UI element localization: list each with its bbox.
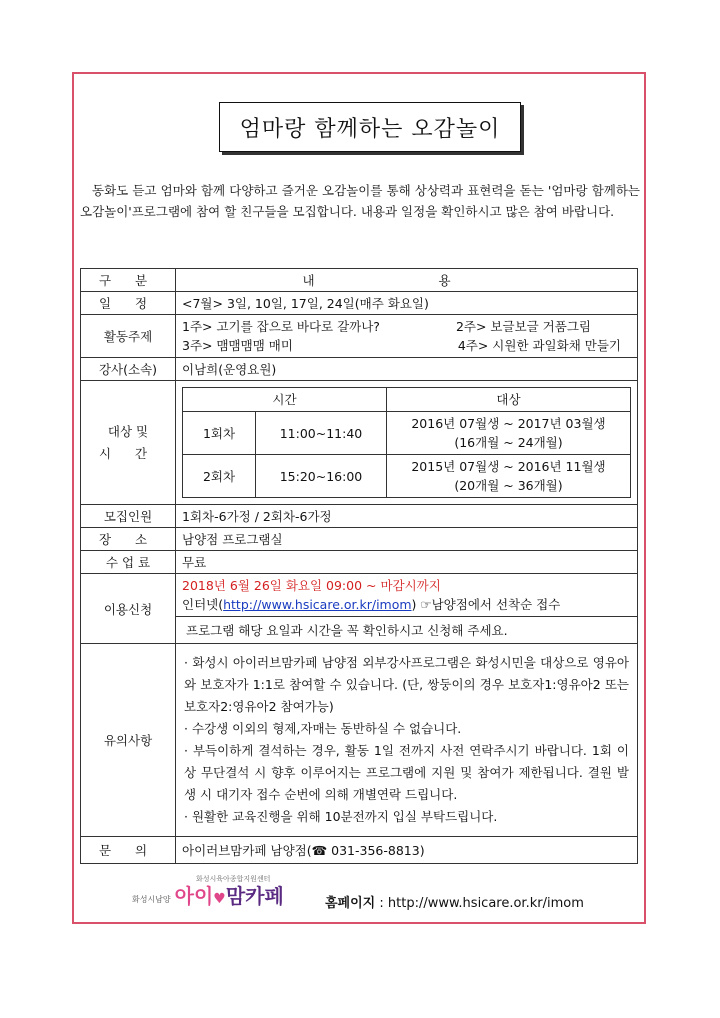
session-number: 1회차 xyxy=(183,412,256,455)
apply-url-link[interactable]: http://www.hsicare.or.kr/imom xyxy=(223,597,412,612)
instructor-label: 강사(소속) xyxy=(81,358,176,381)
capacity-row xyxy=(81,505,638,528)
session-target-months: (16개월 ~ 24개월) xyxy=(454,435,563,450)
homepage-label: 홈페이지 xyxy=(325,896,376,911)
target-label xyxy=(81,381,176,505)
topic-week-1: 1주> 고기를 잡으로 바다로 갈까나? xyxy=(182,319,380,334)
capacity-label: 모집인원 xyxy=(81,505,176,528)
apply-value xyxy=(176,574,638,617)
target-row xyxy=(81,381,638,505)
place-label: 장 소 xyxy=(81,528,176,551)
topic-week-3: 3주> 맴맴맴맴 매미 xyxy=(182,338,293,353)
program-info-table xyxy=(80,268,638,864)
session-row xyxy=(183,455,631,498)
note-item: · 부득이하게 결석하는 경우, 활동 1일 전까지 사전 연락주시기 바랍니다. 1회 이상 무단결석 시 향후 이루어지는 프로그램에 지원 및 참여가 제한됩니다. 결원 발생 시 대기자 접수 순번에 의해 개별연락 드립니다. xyxy=(184,743,629,802)
session-target-header: 대상 xyxy=(387,388,631,412)
logo-main-text xyxy=(175,886,284,909)
session-target xyxy=(387,455,631,498)
schedule-label: 일 정 xyxy=(81,292,176,315)
note-item: · 원활한 교육진행을 위해 10분전까지 입실 부탁드립니다. xyxy=(184,809,498,824)
apply-row xyxy=(81,574,638,617)
header-label: 구 분 xyxy=(81,269,176,292)
fee-value: 무료 xyxy=(176,551,638,574)
apply-method-prefix: 인터넷( xyxy=(182,597,224,612)
logo-part-a: 아이 xyxy=(174,884,214,908)
header-content: 내 용 xyxy=(176,269,638,292)
cafe-logo xyxy=(132,875,284,909)
note-item: · 수강생 이외의 형제,자매는 동반하실 수 없습니다. xyxy=(184,721,462,736)
topics-label: 활동주제 xyxy=(81,315,176,358)
session-target-range: 2015년 07월생 ~ 2016년 11월생 xyxy=(411,459,606,474)
heart-icon: ♥ xyxy=(213,891,226,907)
place-row xyxy=(81,528,638,551)
contact-value: 아이러브맘카페 남양점(☎ 031-356-8813) xyxy=(176,837,638,864)
apply-method xyxy=(182,595,631,614)
apply-label: 이용신청 xyxy=(81,574,176,644)
logo-part-b: 맘카페 xyxy=(225,884,284,908)
fee-row xyxy=(81,551,638,574)
instructor-value: 이남희(운영요원) xyxy=(176,358,638,381)
page-title: 엄마랑 함께하는 오감놀이 xyxy=(219,102,521,152)
notes-value xyxy=(176,644,638,837)
session-number: 2회차 xyxy=(183,455,256,498)
topics-value xyxy=(176,315,638,358)
session-target-range: 2016년 07월생 ~ 2017년 03월생 xyxy=(411,416,606,431)
notes-label: 유의사항 xyxy=(81,644,176,837)
logo-sub-text: 화성시남양 xyxy=(132,895,171,904)
topic-week-2: 2주> 보글보글 거품그림 xyxy=(455,319,591,334)
table-header-row xyxy=(81,269,638,292)
apply-deadline: 2018년 6월 26일 화요일 09:00 ~ 마감시까지 xyxy=(182,578,441,593)
session-time: 11:00~11:40 xyxy=(256,412,387,455)
note-item: · 화성시 아이러브맘카페 남양점 외부강사프로그램은 화성시민을 대상으로 영유아와 보호자가 1:1로 참여할 수 있습니다. (단, 쌍둥이의 경우 보호자1:영유아2 또는 보호자2:영유아2 참여가능) xyxy=(184,655,629,714)
fee-label: 수 업 료 xyxy=(81,551,176,574)
place-value: 남양점 프로그램실 xyxy=(176,528,638,551)
session-target xyxy=(387,412,631,455)
session-header-row xyxy=(183,388,631,412)
homepage-sep: : xyxy=(375,896,388,911)
intro-paragraph: 동화도 듣고 엄마와 함께 다양하고 즐거운 오감놀이를 통해 상상력과 표현력을 돋는 '엄마랑 함께하는 오감놀이'프로그램에 참여 할 친구들을 모집합니다. 내용과 일정을 확인하시고 많은 참여 바랍니다. xyxy=(80,183,640,219)
capacity-value: 1회차-6가정 / 2회차-6가정 xyxy=(176,505,638,528)
apply-method-suffix: ) ☞남양점에서 선착순 접수 xyxy=(411,597,561,612)
schedule-value: <7월> 3일, 10일, 17일, 24일(매주 화요일) xyxy=(176,292,638,315)
session-time: 15:20~16:00 xyxy=(256,455,387,498)
apply-note: 프로그램 해당 요일과 시간을 꼭 확인하시고 신청해 주세요. xyxy=(176,617,638,644)
logo-org-text: 화성시육아종합지원센터 xyxy=(196,875,271,883)
instructor-row xyxy=(81,358,638,381)
notes-row xyxy=(81,644,638,837)
topics-row xyxy=(81,315,638,358)
session-table xyxy=(182,387,631,498)
session-time-header: 시간 xyxy=(183,388,387,412)
schedule-row xyxy=(81,292,638,315)
topic-week-4: 4주> 시원한 과일화채 만들기 xyxy=(457,338,621,353)
target-value xyxy=(176,381,638,505)
contact-row xyxy=(81,837,638,864)
contact-label: 문 의 xyxy=(81,837,176,864)
target-label-line2: 시 간 xyxy=(98,445,158,461)
homepage-url[interactable]: http://www.hsicare.or.kr/imom xyxy=(387,896,584,911)
session-row xyxy=(183,412,631,455)
target-label-line1: 대상 및 xyxy=(107,423,149,439)
session-target-months: (20개월 ~ 36개월) xyxy=(454,478,563,493)
homepage-info xyxy=(325,892,584,911)
